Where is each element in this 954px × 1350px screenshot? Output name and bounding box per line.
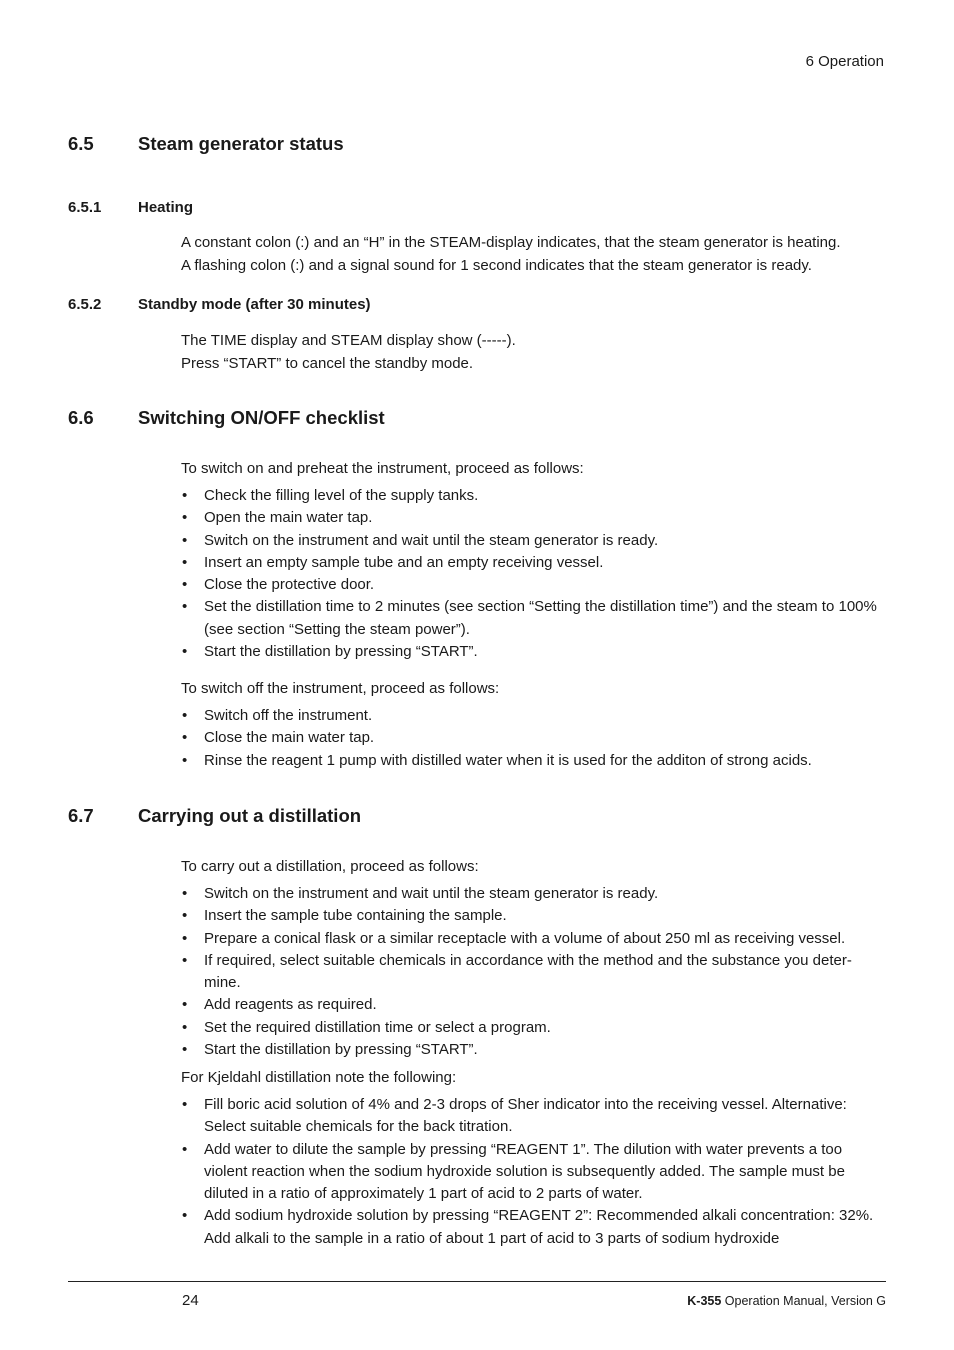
list-item: • Fill boric acid solution of 4% and 2-3 drops of Sher indicator into the receiving vessel. Alternative: Select suitable chemicals for the back titration. — [181, 1094, 881, 1139]
list-item: • If required, select suitable chemicals in accordance with the method and the substance you deter-mine. — [181, 950, 881, 995]
list-item: • Switch on the instrument and wait until the steam generator is ready. — [181, 530, 881, 552]
list-item: • Switch off the instrument. — [181, 705, 881, 727]
list-item: • Add water to dilute the sample by pressing “REAGENT 1”. The dilution with water prevents a too violent reaction when the sodium hydroxide solution is subsequently added. The sample must be diluted in a ratio of approximately 1 part of acid to 2 parts of water. — [181, 1139, 881, 1206]
section-number: 6.7 — [68, 805, 94, 826]
manual-title: Operation Manual, Version G — [721, 1294, 886, 1308]
list-item: • Open the main water tap. — [181, 507, 881, 529]
paragraph-line: The TIME display and STEAM display show (-----). — [181, 332, 516, 349]
kjeldahl-list — [181, 1094, 881, 1250]
heating-description — [181, 232, 881, 277]
distillation-list — [181, 883, 881, 1061]
subsection-number: 6.5.1 — [68, 199, 102, 216]
model-name: K-355 — [687, 1294, 722, 1308]
subsection-number: 6.5.2 — [68, 296, 102, 313]
subsection-title: Heating — [138, 199, 194, 216]
switch-on-list — [181, 485, 881, 663]
section-title: Carrying out a distillation — [138, 805, 362, 826]
section-number: 6.5 — [68, 133, 94, 154]
footer-divider — [68, 1281, 886, 1282]
paragraph-line: A constant colon (:) and an “H” in the STEAM-display indicates, that the steam generator is heating. — [181, 234, 841, 251]
list-item: • Add reagents as required. — [181, 994, 881, 1016]
manual-reference — [687, 1294, 886, 1308]
page-number: 24 — [182, 1292, 199, 1309]
section-heading-6-6 — [68, 407, 868, 429]
kjeldahl-intro: For Kjeldahl distillation note the following: — [181, 1069, 457, 1086]
subsection-title: Standby mode (after 30 minutes) — [138, 296, 371, 313]
running-header: 6 Operation — [805, 53, 884, 70]
list-item: • Check the filling level of the supply tanks. — [181, 485, 881, 507]
list-item: • Switch on the instrument and wait until the steam generator is ready. — [181, 883, 881, 905]
list-item: • Set the required distillation time or select a program. — [181, 1017, 881, 1039]
standby-description — [181, 330, 881, 375]
list-item: • Prepare a conical flask or a similar receptacle with a volume of about 250 ml as receiving vessel. — [181, 928, 881, 950]
list-item: • Start the distillation by pressing “START”. — [181, 641, 881, 663]
section-heading-6-5 — [68, 133, 868, 155]
list-item: • Add sodium hydroxide solution by pressing “REAGENT 2”: Recommended alkali concentration: 32%. Add alkali to the sample in a ratio of about 1 part of acid to 3 parts of sodium hydroxide — [181, 1205, 881, 1250]
list-item: • Set the distillation time to 2 minutes (see section “Setting the distillation time”) and the steam to 100% (see section “Setting the steam power”). — [181, 596, 881, 641]
list-item: • Insert the sample tube containing the sample. — [181, 905, 881, 927]
section-title: Switching ON/OFF checklist — [138, 407, 385, 428]
section-heading-6-7 — [68, 805, 868, 827]
list-item: • Close the main water tap. — [181, 727, 881, 749]
switch-off-list — [181, 705, 881, 772]
subsection-heading-6-5-2 — [68, 296, 868, 313]
section-number: 6.6 — [68, 407, 94, 428]
switch-on-intro: To switch on and preheat the instrument, proceed as follows: — [181, 460, 584, 477]
list-item: • Insert an empty sample tube and an empty receiving vessel. — [181, 552, 881, 574]
list-item: • Rinse the reagent 1 pump with distilled water when it is used for the additon of strong acids. — [181, 750, 881, 772]
list-item: • Close the protective door. — [181, 574, 881, 596]
paragraph-line: A flashing colon (:) and a signal sound for 1 second indicates that the steam generator is ready. — [181, 256, 812, 274]
distillation-intro: To carry out a distillation, proceed as follows: — [181, 858, 479, 875]
subsection-heading-6-5-1 — [68, 199, 868, 216]
list-item: • Start the distillation by pressing “START”. — [181, 1039, 881, 1061]
paragraph-line: Press “START” to cancel the standby mode. — [181, 354, 474, 372]
switch-off-intro: To switch off the instrument, proceed as follows: — [181, 680, 500, 697]
section-title: Steam generator status — [138, 133, 344, 154]
